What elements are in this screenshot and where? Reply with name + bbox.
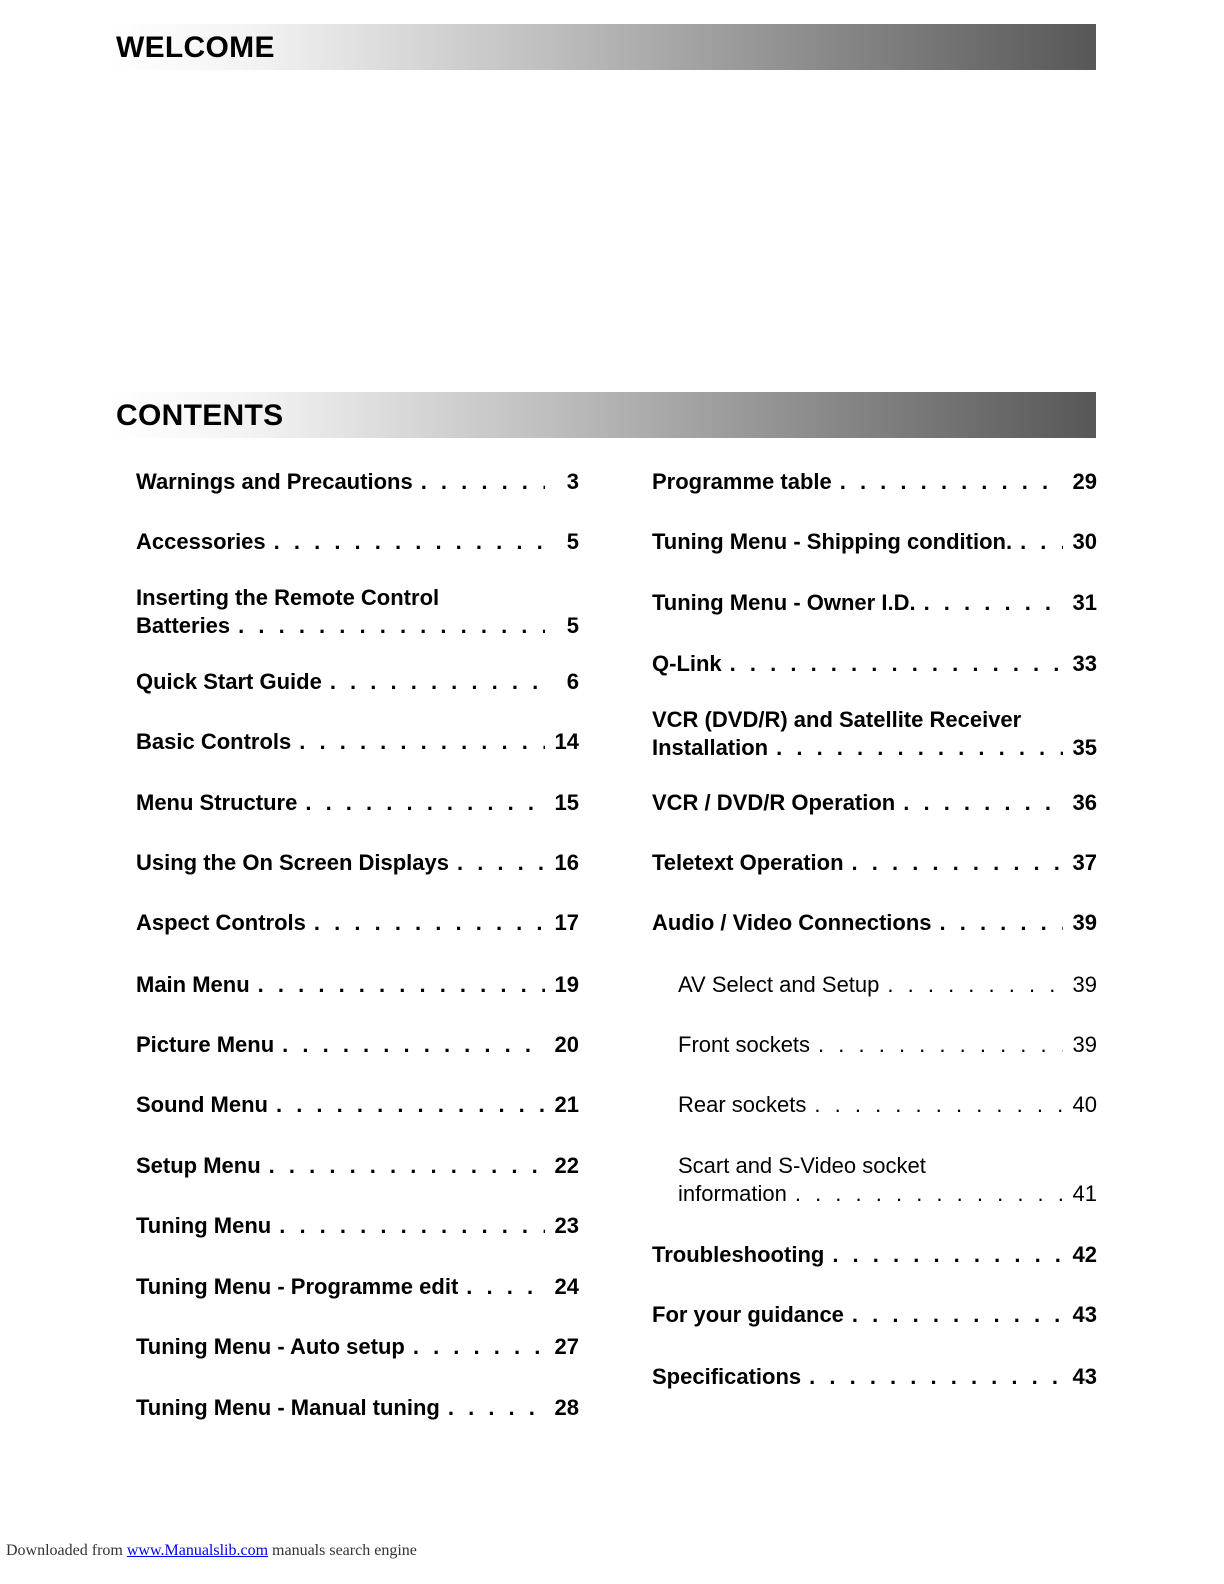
manualslib-link[interactable]: www.Manualslib.com	[126, 1542, 269, 1559]
dot-leader	[852, 849, 1063, 877]
toc-entry-page: 40	[1072, 1092, 1097, 1117]
toc-entry-page: 16	[554, 850, 579, 875]
dot-leader	[413, 1333, 545, 1361]
toc-entry-page: 23	[554, 1213, 579, 1238]
toc-entry-page: 24	[554, 1274, 579, 1299]
toc-entry[interactable]	[136, 1333, 579, 1361]
footer-prefix: Downloaded from	[6, 1542, 123, 1559]
toc-entry[interactable]	[136, 1091, 579, 1119]
toc-entry-page: 19	[554, 972, 579, 997]
dot-leader	[457, 849, 545, 877]
toc-entry-label-line1: Inserting the Remote Control	[136, 585, 440, 610]
toc-entry[interactable]	[136, 789, 579, 817]
toc-entry[interactable]	[136, 528, 579, 556]
toc-entry-label: Installation	[652, 735, 769, 760]
toc-entry-label: Tuning Menu - Shipping condition.	[652, 529, 1013, 554]
contents-heading: CONTENTS	[116, 399, 284, 432]
dot-leader	[840, 468, 1063, 496]
toc-entry[interactable]	[136, 584, 579, 640]
toc-entry-page: 27	[554, 1334, 579, 1359]
toc-entry[interactable]	[652, 1241, 1097, 1269]
toc-entry-label: Basic Controls	[136, 729, 292, 754]
dot-leader	[421, 468, 545, 496]
toc-entry-label: AV Select and Setup	[678, 972, 880, 997]
toc-entry-page: 36	[1072, 790, 1097, 815]
toc-entry-label: Front sockets	[678, 1032, 811, 1057]
dot-leader	[269, 1152, 545, 1180]
toc-entry-label: Tuning Menu - Programme edit	[136, 1274, 459, 1299]
toc-entry-label: Aspect Controls	[136, 910, 306, 935]
toc-entry-page: 35	[1072, 735, 1097, 760]
toc-entry-label: Tuning Menu - Auto setup	[136, 1334, 405, 1359]
toc-entry-label: Troubleshooting	[652, 1242, 825, 1267]
dot-leader	[448, 1394, 545, 1422]
dot-leader	[258, 971, 545, 999]
welcome-banner	[112, 24, 1096, 70]
toc-entry-page: 42	[1072, 1242, 1097, 1267]
toc-entry-label: Picture Menu	[136, 1032, 275, 1057]
toc-entry-label: Teletext Operation	[652, 850, 844, 875]
download-footer	[6, 1542, 417, 1560]
toc-entry-label: Rear sockets	[678, 1092, 807, 1117]
toc-entry[interactable]	[136, 1212, 579, 1240]
toc-entry-page: 43	[1072, 1302, 1097, 1327]
toc-entry-page: 14	[554, 729, 579, 754]
toc-entry[interactable]	[136, 668, 579, 696]
dot-leader	[1020, 528, 1063, 556]
toc-entry[interactable]	[652, 789, 1097, 817]
footer-suffix: manuals search engine	[272, 1542, 417, 1559]
dot-leader	[314, 909, 545, 937]
toc-entry-label: Batteries	[136, 613, 231, 638]
toc-entry-page: 5	[566, 529, 579, 554]
toc-entry-label: information	[678, 1181, 787, 1206]
toc-subentry[interactable]	[678, 1091, 1097, 1119]
dot-leader	[887, 971, 1063, 999]
toc-entry-page: 29	[1072, 469, 1097, 494]
toc-entry-page: 39	[1072, 972, 1097, 997]
toc-entry[interactable]	[652, 1363, 1097, 1391]
toc-entry-label: VCR / DVD/R Operation	[652, 790, 896, 815]
toc-entry[interactable]	[652, 528, 1097, 556]
toc-entry-label: For your guidance	[652, 1302, 844, 1327]
toc-entry-page: 39	[1072, 1032, 1097, 1057]
toc-entry-page: 5	[566, 613, 579, 638]
dot-leader	[330, 668, 545, 696]
toc-entry[interactable]	[652, 706, 1097, 762]
toc-entry[interactable]	[136, 728, 579, 756]
toc-entry[interactable]	[652, 849, 1097, 877]
dot-leader	[730, 650, 1063, 678]
dot-leader	[832, 1241, 1063, 1269]
toc-entry[interactable]	[652, 468, 1097, 496]
toc-entry-label: Quick Start Guide	[136, 669, 322, 694]
toc-entry[interactable]	[136, 971, 579, 999]
toc-entry-label-line1: VCR (DVD/R) and Satellite Receiver	[652, 707, 1022, 732]
toc-entry[interactable]	[136, 1031, 579, 1059]
toc-entry-label-line1: Scart and S-Video socket	[678, 1153, 926, 1178]
toc-entry-page: 22	[554, 1153, 579, 1178]
toc-entry[interactable]	[136, 909, 579, 937]
dot-leader	[809, 1363, 1063, 1391]
toc-entry[interactable]	[652, 909, 1097, 937]
toc-entry-label: Tuning Menu - Owner I.D.	[652, 590, 916, 615]
toc-entry-label: Q-Link	[652, 651, 722, 676]
toc-entry-page: 30	[1072, 529, 1097, 554]
dot-leader	[852, 1301, 1063, 1329]
dot-leader	[818, 1031, 1063, 1059]
toc-entry-label: Warnings and Precautions	[136, 469, 413, 494]
toc-entry-page: 20	[554, 1032, 579, 1057]
toc-entry-label: Specifications	[652, 1364, 802, 1389]
toc-entry-label: Sound Menu	[136, 1092, 268, 1117]
toc-entry-page: 33	[1072, 651, 1097, 676]
toc-entry-page: 39	[1072, 910, 1097, 935]
dot-leader	[282, 1031, 545, 1059]
toc-entry-label: Setup Menu	[136, 1153, 261, 1178]
dot-leader	[238, 612, 545, 640]
toc-subentry[interactable]	[678, 1152, 1097, 1208]
welcome-heading: WELCOME	[116, 31, 275, 64]
dot-leader	[466, 1273, 545, 1301]
dot-leader	[776, 734, 1063, 762]
dot-leader	[279, 1212, 545, 1240]
dot-leader	[274, 528, 545, 556]
toc-entry-label: Using the On Screen Displays	[136, 850, 449, 875]
toc-entry-label: Accessories	[136, 529, 266, 554]
contents-banner	[112, 392, 1096, 438]
toc-entry-page: 43	[1072, 1364, 1097, 1389]
toc-entry[interactable]	[652, 1301, 1097, 1329]
dot-leader	[814, 1091, 1063, 1119]
toc-subentry[interactable]	[678, 1031, 1097, 1059]
dot-leader	[299, 728, 545, 756]
toc-entry-label: Main Menu	[136, 972, 250, 997]
dot-leader	[903, 789, 1063, 817]
toc-entry[interactable]	[136, 849, 579, 877]
toc-entry-label: Audio / Video Connections	[652, 910, 932, 935]
toc-entry[interactable]	[136, 1394, 579, 1422]
toc-entry-page: 17	[554, 910, 579, 935]
toc-entry-page: 21	[554, 1092, 579, 1117]
toc-entry-page: 37	[1072, 850, 1097, 875]
toc-entry-page: 28	[554, 1395, 579, 1420]
toc-entry-label: Tuning Menu	[136, 1213, 272, 1238]
toc-entry-page: 15	[554, 790, 579, 815]
toc-entry[interactable]	[652, 650, 1097, 678]
toc-entry-label: Programme table	[652, 469, 832, 494]
toc-entry-page: 6	[566, 669, 579, 694]
toc-entry-label: Tuning Menu - Manual tuning	[136, 1395, 440, 1420]
toc-entry[interactable]	[136, 1152, 579, 1180]
dot-leader	[924, 589, 1063, 617]
toc-entry-label: Menu Structure	[136, 790, 298, 815]
toc-entry-page: 41	[1072, 1181, 1097, 1206]
dot-leader	[795, 1180, 1063, 1208]
toc-subentry[interactable]	[678, 971, 1097, 999]
toc-entry[interactable]	[652, 589, 1097, 617]
dot-leader	[276, 1091, 545, 1119]
dot-leader	[940, 909, 1064, 937]
toc-entry[interactable]	[136, 1273, 579, 1301]
toc-entry[interactable]	[136, 468, 579, 496]
dot-leader	[305, 789, 545, 817]
toc-entry-page: 31	[1072, 590, 1097, 615]
toc-entry-page: 3	[566, 469, 579, 494]
